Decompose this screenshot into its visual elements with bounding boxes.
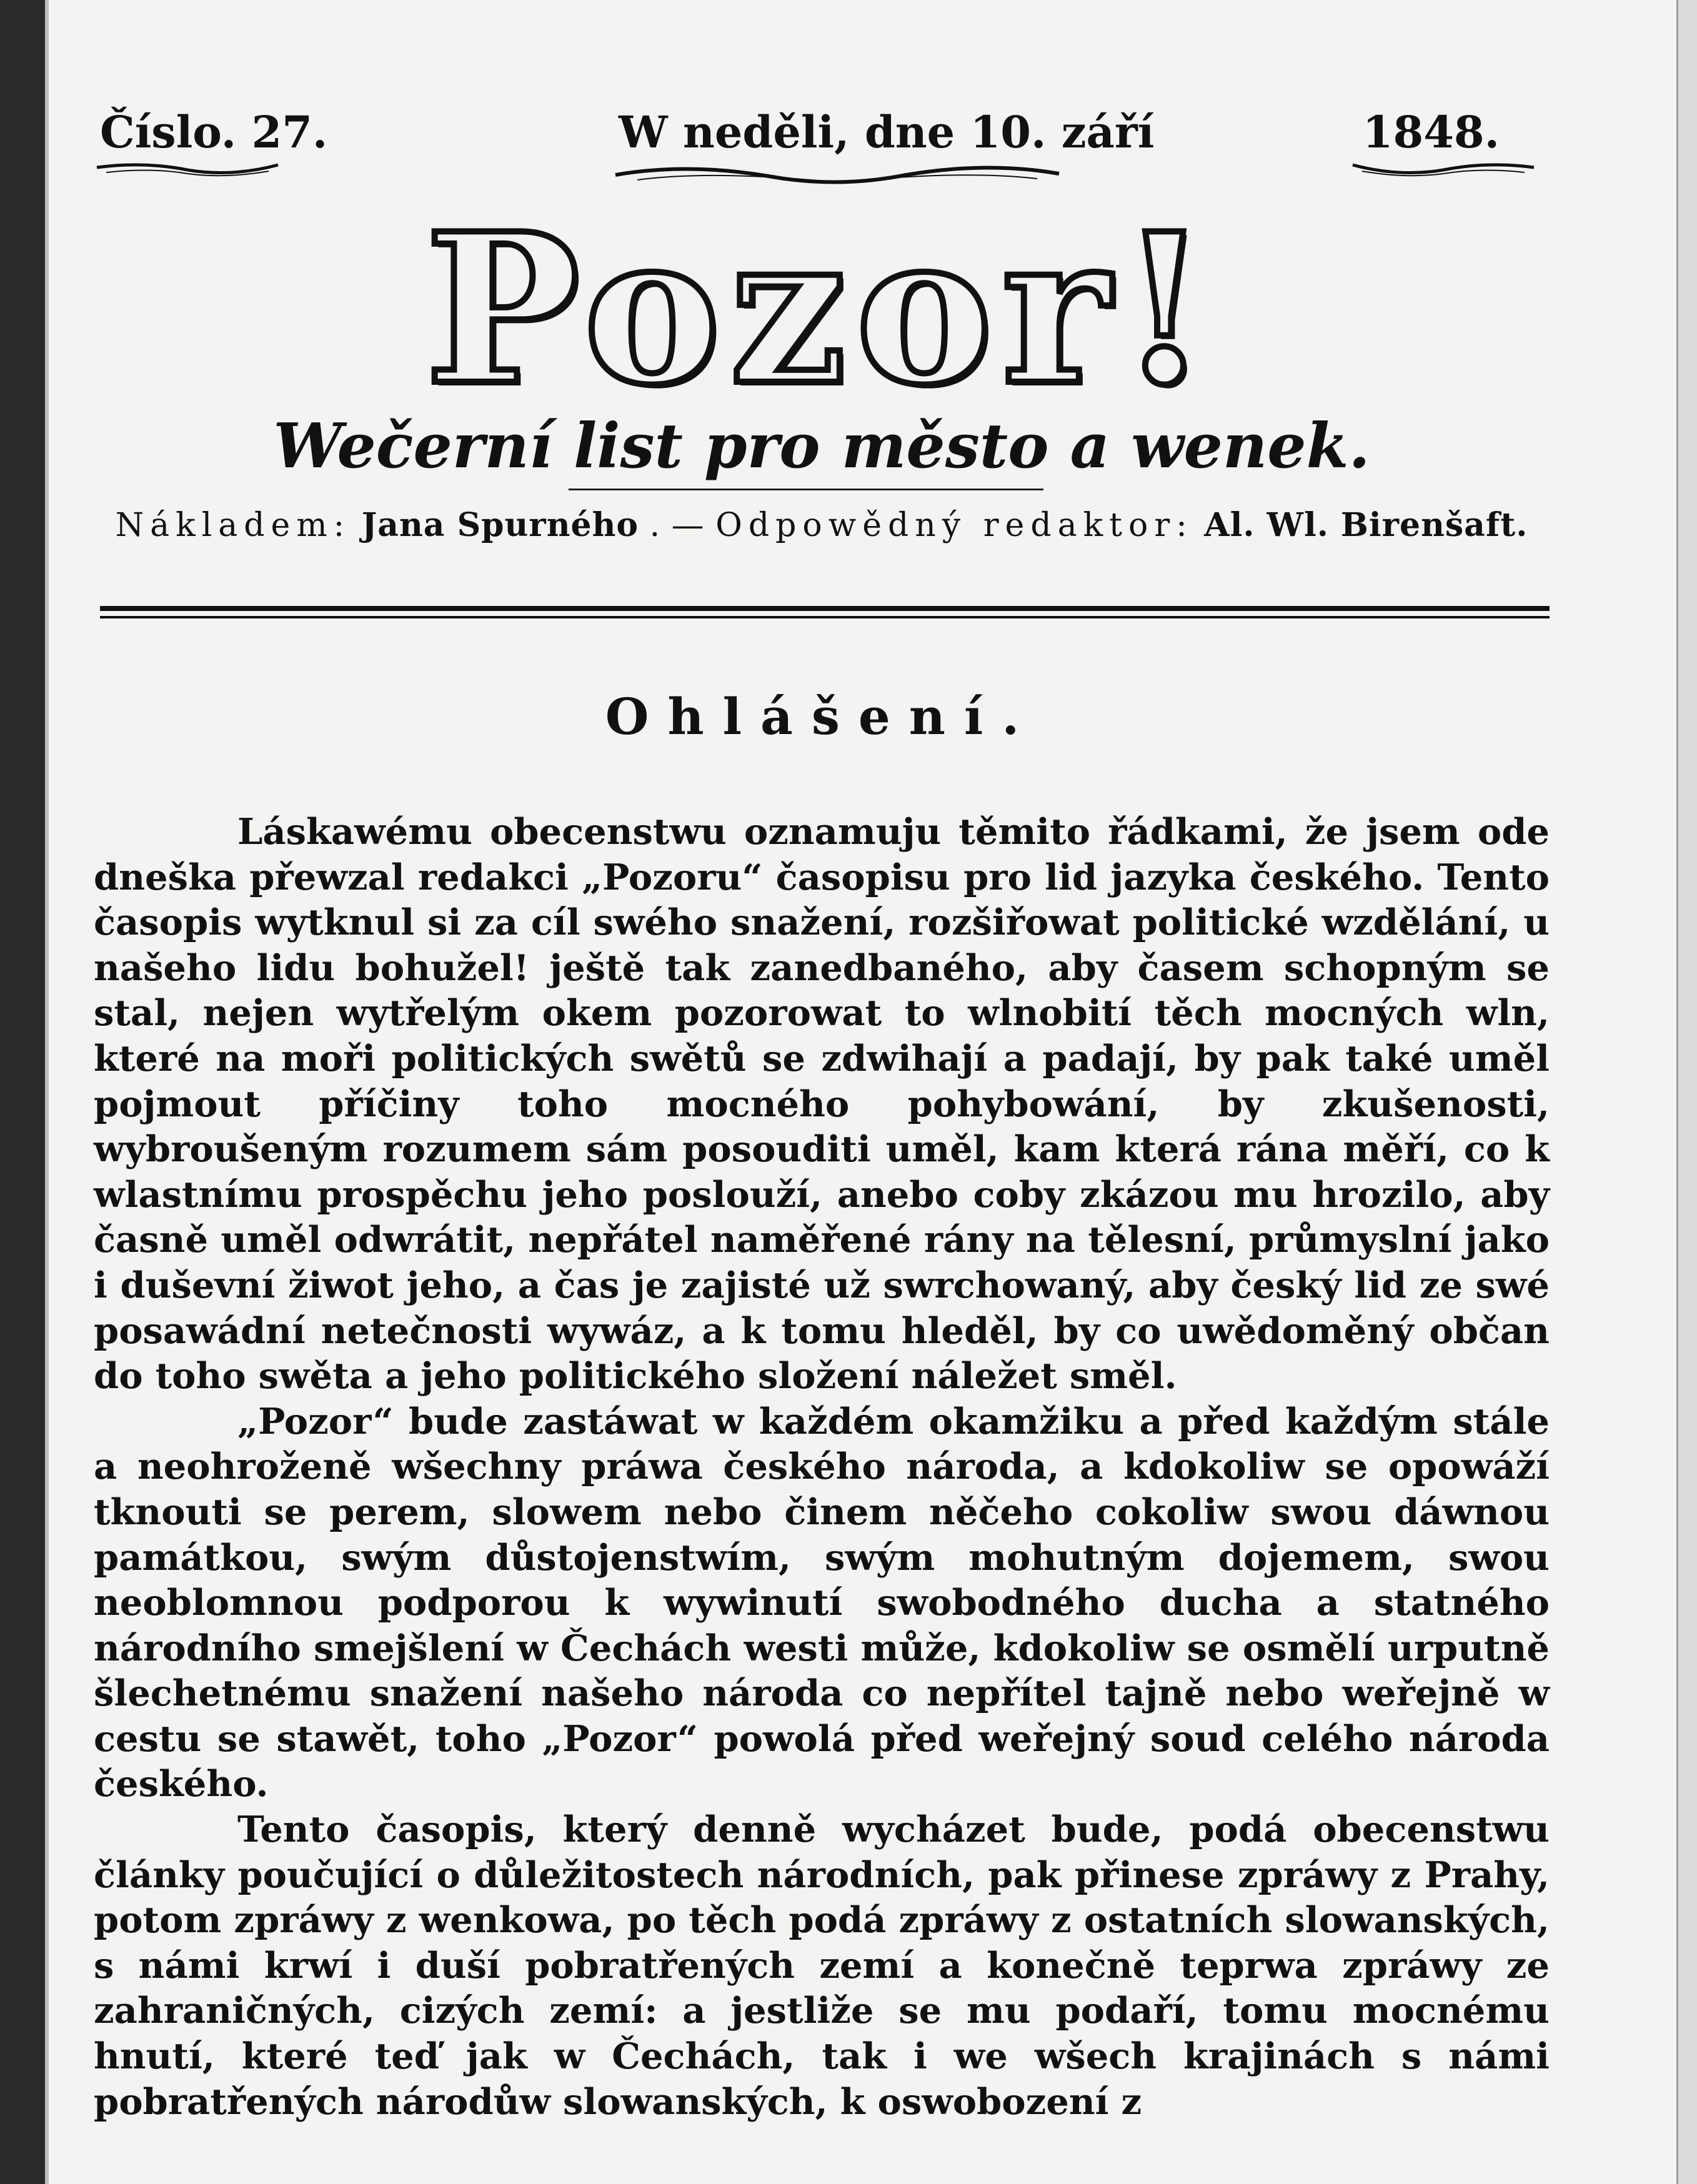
issue-year: 1848.: [1362, 106, 1500, 158]
issue-date: W neděli, dne 10. září: [619, 106, 1155, 158]
flourish-right-ornament: [1350, 156, 1537, 181]
subtitle-rule: [569, 489, 1043, 490]
article-body: [94, 809, 1550, 2124]
article-paragraph: Láskawému obecenstwu oznamuju těmito řádkami, že jsem ode dneška přewzal redakci „Pozoru“ časopisu pro lid jazyka českého. Tento časopis wytknul si za cíl swého snažení, rozšiřowat politické wzdělání, u našeho lidu bohužel! ještě tak zanedbaného, aby časem schopným se stal, nejen wytřelým okem pozorowat to wlnobití těch mocných wln, které na moři politických swětů se zdwihají a padají, by pak také uměl pojmout příčiny toho mocného pohybowání, by zkušenosti, wybroušeným rozumem sám posouditi uměl, kam která rána měří, co k wlastnímu prospěchu jeho poslouží, anebo coby zkázou mu hrozilo, aby časně uměl odwrátit, nepřátel naměřené rány na tělesní, průmyslní jako i duševní žiwot jeho, a čas je zajisté už swrchowaný, aby český lid ze swé posawádní netečnosti wywáz, a k tomu hleděl, by co uwědoměný občan do toho swěta a jeho politického složení náležet směl.: [94, 810, 1550, 1397]
editor-label: Odpowědný redaktor:: [715, 507, 1193, 544]
masthead-title-text: Pozor!: [425, 188, 1218, 430]
publisher-label: Nákladem:: [115, 507, 351, 544]
article-title: Ohlášení.: [605, 687, 1038, 746]
issue-number: Číslo. 27.: [100, 106, 328, 158]
editor-name: Al. Wl. Birenšaft.: [1204, 506, 1528, 544]
issue-header: [94, 94, 1550, 181]
publisher-name: Jana Spurného: [361, 506, 639, 544]
masthead-title: [94, 188, 1550, 430]
article-paragraph: Tento časopis, který denně wycházet bude, podá obecenstwu články poučující o důležitostech národních, pak přinese zpráwy z Prahy, potom zpráwy z wenkowa, po těch podá zpráwy z ostatních slowanských, s námi krwí i duší pobratřených zemí a konečně teprwa zpráwy ze zahraničných, cizých zemí: a jestliže se mu podaří, tomu mocnému hnutí, které teď jak w Čechách, tak i we wšech krajinách s námi pobratřených národůw slowanských, k oswobození z: [94, 1808, 1550, 2123]
imprint-line: [94, 506, 1550, 544]
newspaper-page: [94, 94, 1550, 2143]
header-double-rule: [100, 606, 1550, 622]
scan-left-edge: [0, 0, 45, 2184]
scan-right-edge: [1676, 0, 1697, 2184]
masthead-subtitle: Wečerní list pro město a wenek.: [273, 410, 1370, 482]
flourish-left-ornament: [94, 156, 281, 181]
imprint-separator: . —: [649, 507, 705, 544]
article-paragraph: „Pozor“ bude zastáwat w každém okamžiku a před každým stále a neohroženě wšechny práwa českého národa, a kdokoliw se opowáží tknouti se perem, slowem nebo činem něčeho cokoliw swou dáwnou památkou, swým důstojenstwím, swým mohutným dojemem, swou neoblomnou podporou k wywinutí swobodného ducha a statného národního smejšlení w Čechách westi může, kdokoliw se osmělí urputně šlechetnému snažení našeho národa co nepřítel tajně nebo weřejně w cestu se stawět, toho „Pozor“ powolá před weřejný soud celého národa českého.: [94, 1399, 1550, 1805]
